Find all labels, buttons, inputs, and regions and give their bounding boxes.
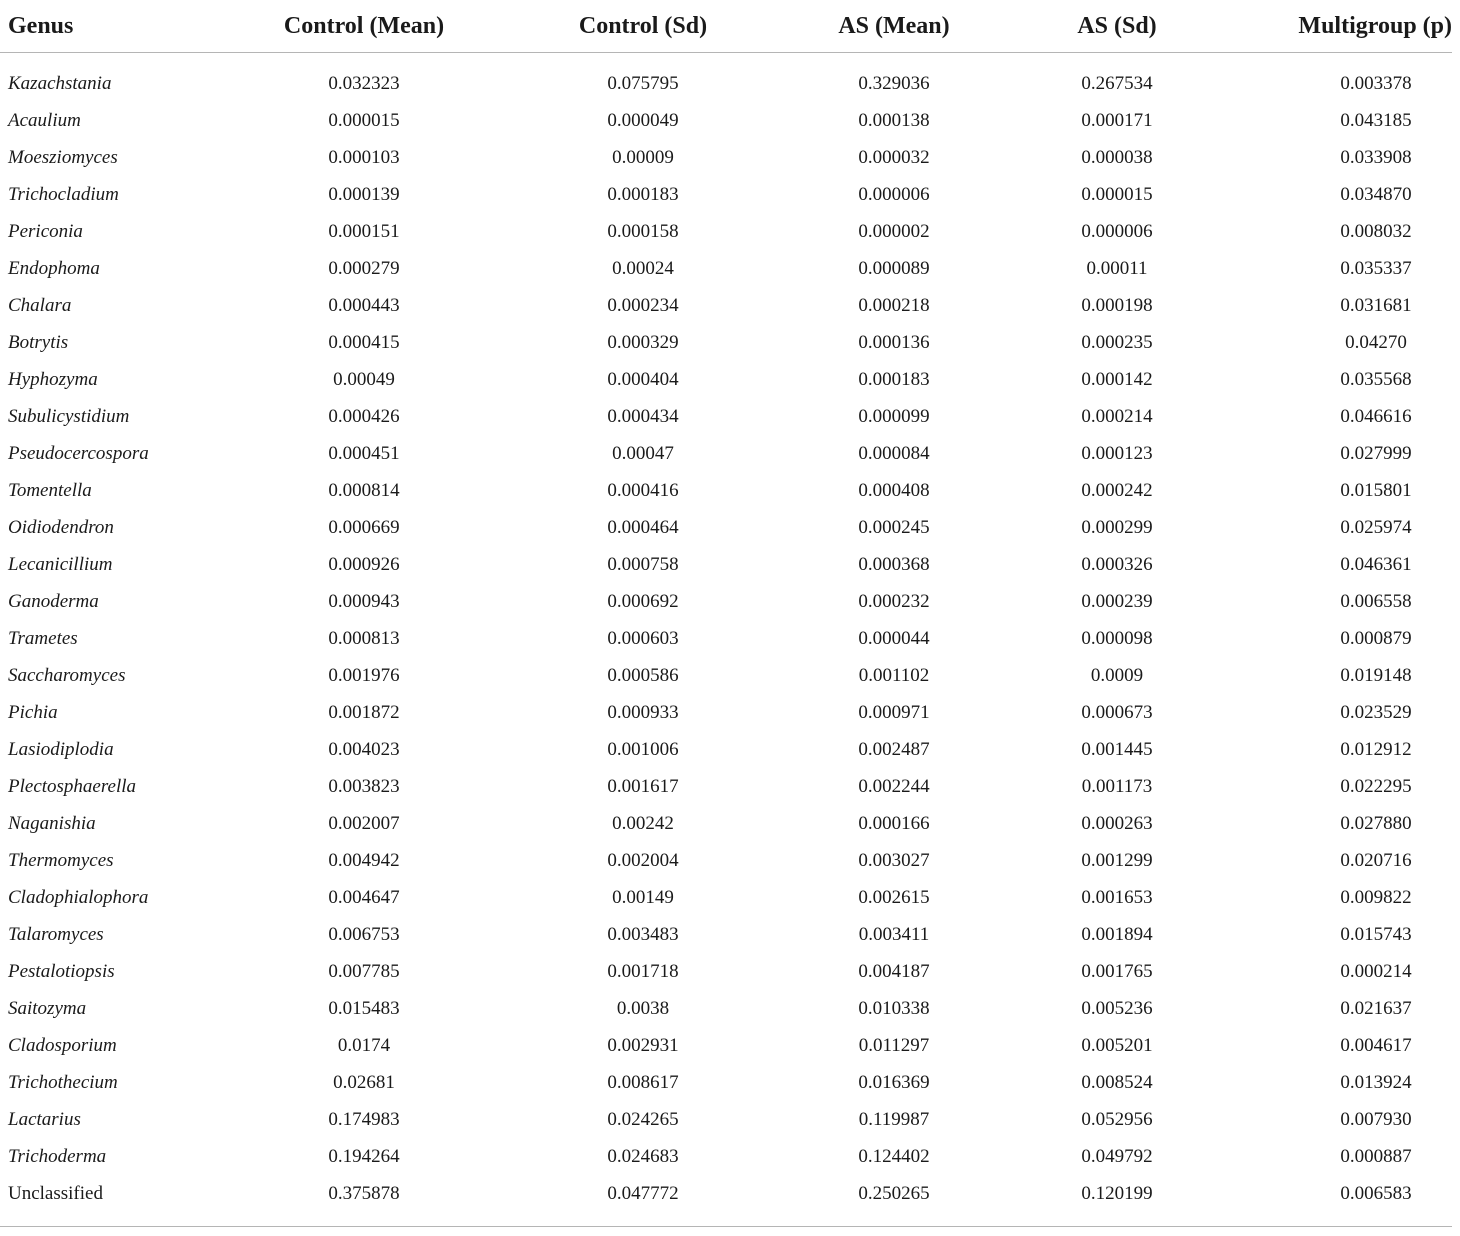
cell-multigroup-p: 0.012912 [1340,738,1412,760]
cell-as-sd: 0.049792 [1081,1145,1153,1167]
cell-control-sd: 0.047772 [492,1175,794,1227]
cell-control-sd: 0.024265 [607,1108,679,1130]
table-row [0,1064,1452,1101]
cell-control-mean: 0.001872 [328,701,400,723]
cell-as-mean: 0.000089 [858,257,930,279]
cell-multigroup-p: 0.000214 [1340,960,1412,982]
cell-as-sd: 0.005236 [1081,997,1153,1019]
cell-multigroup-p: 0.019148 [1340,664,1412,686]
cell-as-sd: 0.001653 [1081,886,1153,908]
cell-as-sd: 0.000198 [1081,294,1153,316]
cell-multigroup-p: 0.006583 [1240,1175,1452,1227]
cell-as-sd: 0.000171 [1081,109,1153,131]
cell-control-sd: 0.0038 [616,997,670,1019]
header-control-mean: Control (Mean) [236,0,492,53]
cell-control-sd: 0.001006 [607,738,679,760]
cell-control-mean: 0.015483 [328,997,400,1019]
cell-as-sd: 0.001173 [1081,775,1153,797]
cell-control-sd: 0.000329 [607,331,679,353]
cell-multigroup-p: 0.025974 [1340,516,1412,538]
cell-control-mean: 0.174983 [328,1108,400,1130]
table-body [0,53,1452,1227]
cell-control-sd: 0.00024 [612,257,674,279]
table-row [0,139,1452,176]
cell-control-mean: 0.000669 [328,516,400,538]
cell-multigroup-p: 0.007930 [1340,1108,1412,1130]
cell-multigroup-p: 0.000879 [1340,627,1412,649]
table-row [0,53,1452,103]
cell-control-mean: 0.000139 [328,183,400,205]
cell-control-mean: 0.375878 [236,1175,492,1227]
cell-multigroup-p: 0.046361 [1340,553,1412,575]
cell-multigroup-p: 0.027999 [1340,442,1412,464]
cell-control-mean: 0.032323 [328,72,400,94]
cell-control-mean: 0.003823 [328,775,400,797]
table-row [0,990,1452,1027]
cell-as-sd: 0.000214 [1081,405,1153,427]
cell-as-sd: 0.000239 [1081,590,1153,612]
cell-as-sd: 0.000015 [1081,183,1153,205]
table-row [0,472,1452,509]
cell-control-mean: 0.000943 [328,590,400,612]
table-row [0,1101,1452,1138]
cell-genus: Hyphozyma [8,368,98,390]
cell-control-mean: 0.000443 [328,294,400,316]
cell-multigroup-p: 0.034870 [1340,183,1412,205]
cell-control-sd: 0.000049 [607,109,679,131]
cell-control-mean: 0.000814 [328,479,400,501]
table-row [0,398,1452,435]
cell-genus: Endophoma [8,257,100,279]
cell-as-mean: 0.000971 [858,701,930,723]
header-genus: Genus [0,0,236,53]
cell-control-sd: 0.000434 [607,405,679,427]
header-control-sd: Control (Sd) [492,0,794,53]
table-row [0,287,1452,324]
cell-control-mean: 0.000279 [328,257,400,279]
table-row [0,176,1452,213]
cell-control-sd: 0.001718 [607,960,679,982]
cell-as-sd: 0.001445 [1081,738,1153,760]
cell-genus: Moesziomyces [8,146,118,168]
cell-as-mean: 0.000368 [858,553,930,575]
cell-as-mean: 0.000002 [858,220,930,242]
cell-as-sd: 0.000038 [1081,146,1153,168]
cell-genus: Lecanicillium [8,553,113,575]
table-row [0,583,1452,620]
cell-control-sd: 0.000603 [607,627,679,649]
cell-as-mean: 0.124402 [858,1145,930,1167]
table-row [0,694,1452,731]
cell-multigroup-p: 0.021637 [1340,997,1412,1019]
cell-control-mean: 0.02681 [333,1071,395,1093]
cell-as-sd: 0.000242 [1081,479,1153,501]
cell-control-sd: 0.003483 [607,923,679,945]
cell-as-sd: 0.008524 [1081,1071,1153,1093]
cell-as-mean: 0.000138 [858,109,930,131]
cell-multigroup-p: 0.046616 [1340,405,1412,427]
cell-genus: Lasiodiplodia [8,738,114,760]
cell-control-mean: 0.00049 [333,368,395,390]
cell-multigroup-p: 0.013924 [1340,1071,1412,1093]
cell-genus: Saitozyma [8,997,87,1019]
cell-control-sd: 0.00047 [612,442,674,464]
cell-as-mean: 0.002615 [858,886,930,908]
cell-genus: Naganishia [8,812,96,834]
cell-multigroup-p: 0.000887 [1340,1145,1412,1167]
cell-as-mean: 0.000232 [858,590,930,612]
table-header [0,0,1452,53]
cell-as-sd: 0.005201 [1081,1034,1153,1056]
cell-multigroup-p: 0.035337 [1340,257,1412,279]
cell-control-mean: 0.194264 [328,1145,400,1167]
header-multigroup-p: Multigroup (p) [1240,0,1452,53]
cell-as-sd: 0.000142 [1081,368,1153,390]
cell-control-mean: 0.002007 [328,812,400,834]
cell-control-sd: 0.000234 [607,294,679,316]
table-row [0,1027,1452,1064]
cell-as-sd: 0.000263 [1081,812,1153,834]
table-row [0,620,1452,657]
cell-as-sd: 0.120199 [994,1175,1240,1227]
cell-as-sd: 0.267534 [1081,72,1153,94]
cell-multigroup-p: 0.04270 [1345,331,1407,353]
cell-genus: Kazachstania [8,72,112,94]
cell-control-mean: 0.004023 [328,738,400,760]
table-row [0,1175,1452,1227]
cell-control-sd: 0.000464 [607,516,679,538]
cell-multigroup-p: 0.008032 [1340,220,1412,242]
cell-as-mean: 0.002244 [858,775,930,797]
cell-control-sd: 0.00009 [612,146,674,168]
cell-as-sd: 0.000006 [1081,220,1153,242]
cell-control-mean: 0.000151 [328,220,400,242]
cell-multigroup-p: 0.003378 [1340,72,1412,94]
cell-control-sd: 0.002931 [607,1034,679,1056]
cell-as-mean: 0.000218 [858,294,930,316]
cell-as-sd: 0.0009 [1090,664,1144,686]
cell-as-mean: 0.000032 [858,146,930,168]
table-row [0,546,1452,583]
cell-multigroup-p: 0.031681 [1340,294,1412,316]
table-row [0,916,1452,953]
cell-genus: Chalara [8,294,72,316]
cell-multigroup-p: 0.023529 [1340,701,1412,723]
cell-control-mean: 0.004942 [328,849,400,871]
table-row [0,250,1452,287]
cell-as-mean: 0.000136 [858,331,930,353]
cell-control-mean: 0.000415 [328,331,400,353]
cell-control-mean: 0.000813 [328,627,400,649]
cell-multigroup-p: 0.015801 [1340,479,1412,501]
cell-genus: Pestalotiopsis [8,960,115,982]
cell-as-sd: 0.001894 [1081,923,1153,945]
table-row [0,213,1452,250]
cell-as-sd: 0.001299 [1081,849,1153,871]
cell-control-mean: 0.0174 [337,1034,391,1056]
cell-control-sd: 0.000758 [607,553,679,575]
cell-genus: Subulicystidium [8,405,130,427]
table-row [0,768,1452,805]
table-row [0,102,1452,139]
cell-control-mean: 0.000103 [328,146,400,168]
cell-as-mean: 0.004187 [858,960,930,982]
cell-genus: Trichocladium [8,183,119,205]
cell-as-mean: 0.000183 [858,368,930,390]
cell-control-sd: 0.00149 [612,886,674,908]
cell-as-mean: 0.119987 [858,1108,930,1130]
cell-genus: Trichothecium [8,1071,118,1093]
cell-control-sd: 0.002004 [607,849,679,871]
cell-genus: Oidiodendron [8,516,114,538]
cell-as-mean: 0.000044 [858,627,930,649]
cell-as-sd: 0.000098 [1081,627,1153,649]
cell-control-sd: 0.008617 [607,1071,679,1093]
cell-multigroup-p: 0.022295 [1340,775,1412,797]
cell-control-mean: 0.006753 [328,923,400,945]
cell-as-mean: 0.329036 [858,72,930,94]
cell-control-mean: 0.000426 [328,405,400,427]
cell-control-sd: 0.000692 [607,590,679,612]
cell-control-sd: 0.000183 [607,183,679,205]
table-row [0,1138,1452,1175]
table-row [0,842,1452,879]
cell-control-sd: 0.024683 [607,1145,679,1167]
cell-control-sd: 0.000586 [607,664,679,686]
cell-control-sd: 0.000416 [607,479,679,501]
cell-genus: Acaulium [8,109,81,131]
table-row [0,361,1452,398]
cell-control-mean: 0.000926 [328,553,400,575]
cell-control-sd: 0.000158 [607,220,679,242]
cell-genus: Saccharomyces [8,664,126,686]
cell-as-mean: 0.000245 [858,516,930,538]
cell-as-mean: 0.000006 [858,183,930,205]
cell-genus: Pichia [8,701,58,723]
cell-as-sd: 0.00011 [1086,257,1148,279]
cell-control-sd: 0.001617 [607,775,679,797]
table-row [0,731,1452,768]
cell-multigroup-p: 0.015743 [1340,923,1412,945]
cell-as-mean: 0.000084 [858,442,930,464]
cell-multigroup-p: 0.004617 [1340,1034,1412,1056]
cell-control-sd: 0.000933 [607,701,679,723]
cell-multigroup-p: 0.027880 [1340,812,1412,834]
cell-genus: Plectosphaerella [8,775,137,797]
cell-multigroup-p: 0.035568 [1340,368,1412,390]
cell-as-mean: 0.250265 [794,1175,994,1227]
cell-as-mean: 0.011297 [858,1034,930,1056]
cell-genus: Tomentella [8,479,92,501]
cell-as-mean: 0.003027 [858,849,930,871]
cell-as-sd: 0.000123 [1081,442,1153,464]
header-as-sd: AS (Sd) [994,0,1240,53]
cell-as-sd: 0.000299 [1081,516,1153,538]
cell-control-mean: 0.000015 [328,109,400,131]
cell-as-mean: 0.001102 [858,664,930,686]
cell-control-mean: 0.007785 [328,960,400,982]
cell-control-sd: 0.000404 [607,368,679,390]
cell-as-mean: 0.016369 [858,1071,930,1093]
cell-as-sd: 0.001765 [1081,960,1153,982]
cell-genus: Trametes [8,627,78,649]
cell-genus: Trichoderma [8,1145,107,1167]
table-row [0,805,1452,842]
table-row [0,879,1452,916]
cell-control-mean: 0.001976 [328,664,400,686]
cell-control-mean: 0.004647 [328,886,400,908]
cell-as-mean: 0.003411 [858,923,930,945]
cell-control-mean: 0.000451 [328,442,400,464]
cell-genus: Cladosporium [8,1034,117,1056]
cell-as-sd: 0.000326 [1081,553,1153,575]
cell-genus: Cladophialophora [8,886,149,908]
cell-control-sd: 0.00242 [612,812,674,834]
cell-genus: Pseudocercospora [8,442,149,464]
cell-as-sd: 0.052956 [1081,1108,1153,1130]
cell-as-sd: 0.000673 [1081,701,1153,723]
cell-genus: Ganoderma [8,590,99,612]
cell-as-sd: 0.000235 [1081,331,1153,353]
cell-multigroup-p: 0.033908 [1340,146,1412,168]
cell-multigroup-p: 0.006558 [1340,590,1412,612]
table-row [0,435,1452,472]
table-row [0,324,1452,361]
cell-as-mean: 0.000408 [858,479,930,501]
header-row [0,0,1452,53]
cell-genus: Periconia [8,220,83,242]
cell-multigroup-p: 0.009822 [1340,886,1412,908]
header-as-mean: AS (Mean) [794,0,994,53]
cell-genus: Lactarius [8,1108,81,1130]
cell-as-mean: 0.000166 [858,812,930,834]
cell-multigroup-p: 0.043185 [1340,109,1412,131]
cell-as-mean: 0.010338 [858,997,930,1019]
cell-genus: Talaromyces [8,923,104,945]
table-row [0,509,1452,546]
cell-control-sd: 0.075795 [607,72,679,94]
table-row [0,657,1452,694]
cell-as-mean: 0.002487 [858,738,930,760]
cell-genus: Botrytis [8,331,69,353]
cell-as-mean: 0.000099 [858,405,930,427]
cell-genus: Thermomyces [8,849,114,871]
cell-genus: Unclassified [0,1175,236,1227]
table-row [0,953,1452,990]
cell-multigroup-p: 0.020716 [1340,849,1412,871]
